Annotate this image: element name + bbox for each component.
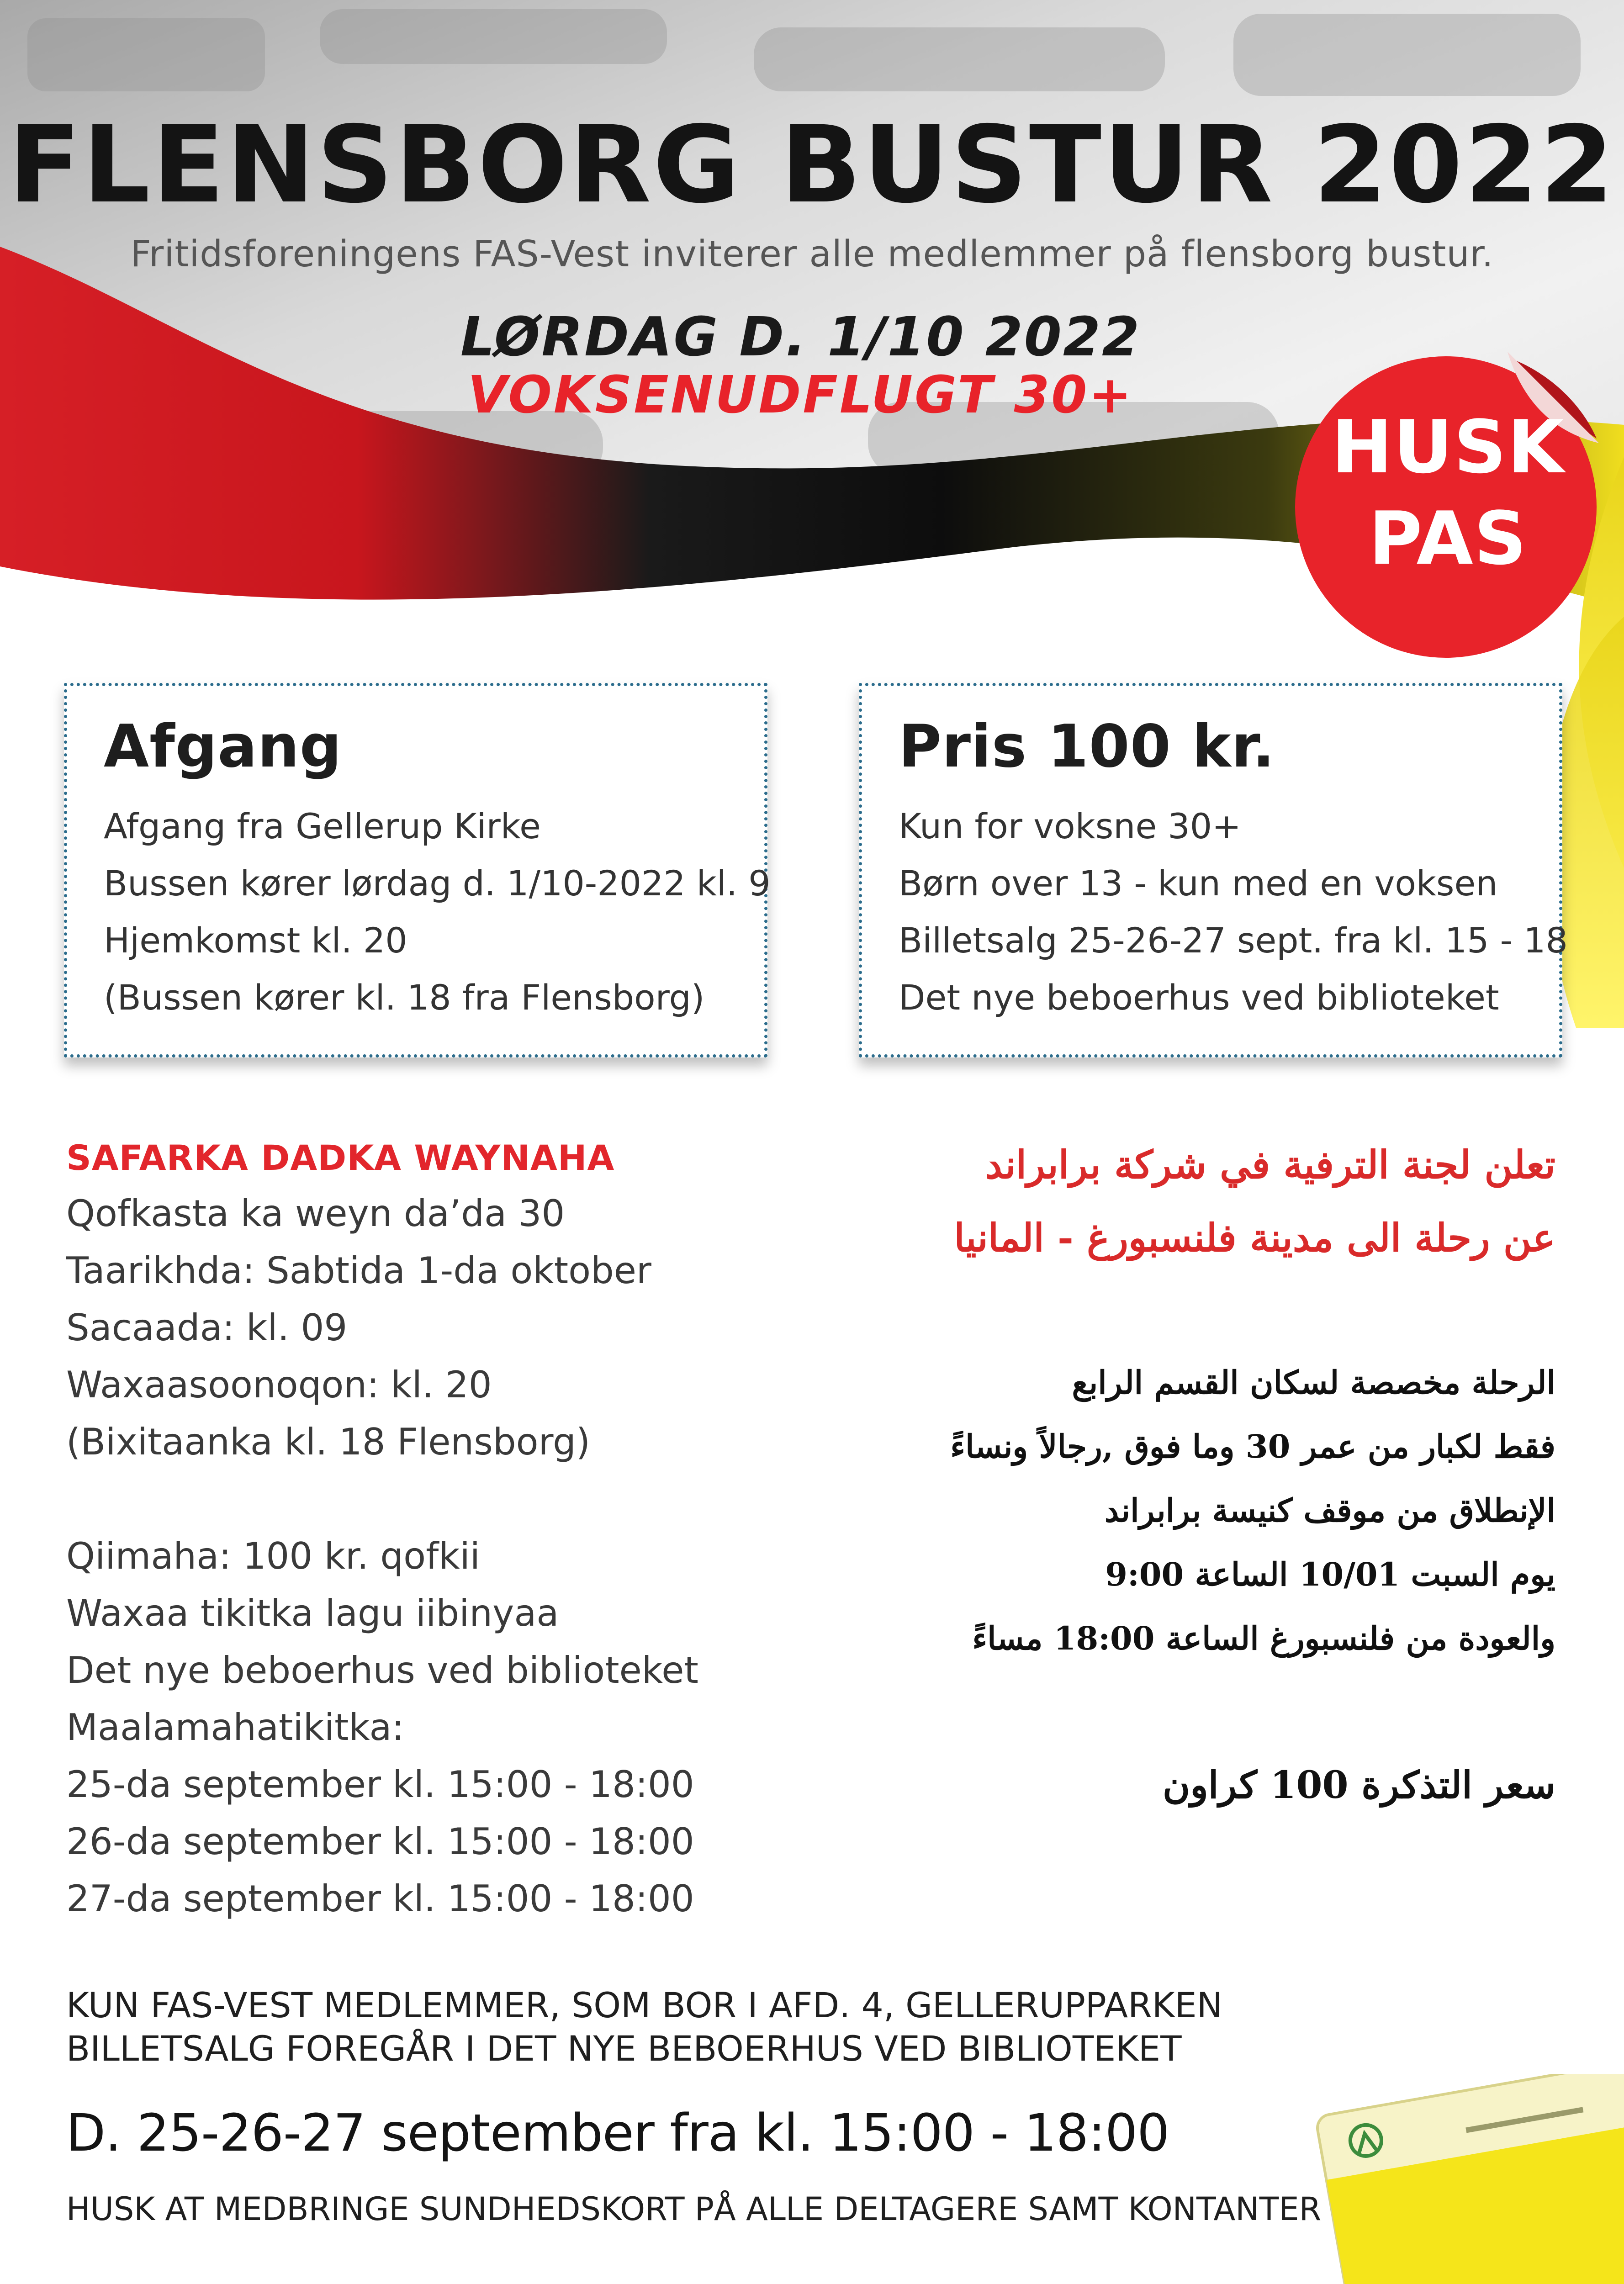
price-card [859,683,1568,1057]
somali-line: (Bixitaanka kl. 18 Flensborg) [66,1421,591,1463]
price-heading: Pris 100 kr. [899,713,1275,781]
footer-sale-dates: D. 25-26-27 september fra kl. 15:00 - 18:00 [66,2104,1169,2163]
departure-line: (Bussen kører kl. 18 fra Flensborg) [104,977,705,1018]
somali-line: Waxaa tikitka lagu iibinyaa [66,1592,559,1634]
departure-heading: Afgang [104,713,342,781]
somali-line: Taarikhda: Sabtida 1-da oktober [66,1249,651,1292]
arabic-detail-line: الإنطلاق من موقف كنيسة برابراند [1104,1491,1555,1529]
somali-line: Maalamahatikitka: [66,1706,404,1749]
departure-line: Hjemkomst kl. 20 [104,920,407,961]
badge-line-pas: PAS [1369,496,1528,581]
footer-reminder: HUSK AT MEDBRINGE SUNDHEDSKORT PÅ ALLE DELTAGERE SAMT KONTANTER [66,2190,1322,2228]
somali-line: 27-da september kl. 15:00 - 18:00 [66,1877,694,1920]
arabic-intro-line: عن رحلة الى مدينة فلنسبورغ - المانيا [954,1215,1555,1260]
somali-line: Det nye beboerhus ved biblioteket [66,1649,698,1692]
arabic-detail-line: فقط لكبار من عمر 30 وما فوق ,رجالاً ونساءً [950,1428,1555,1465]
departure-line: Bussen kører lørdag d. 1/10-2022 kl. 9 [104,863,771,904]
somali-line: 25-da september kl. 15:00 - 18:00 [66,1763,694,1806]
arabic-detail-line: الرحلة مخصصة لسكان القسم الرابع [1072,1364,1555,1401]
price-line: Kun for voksne 30+ [899,806,1241,846]
price-line: Børn over 13 - kun med en voksen [899,863,1498,904]
departure-line: Afgang fra Gellerup Kirke [104,806,541,846]
somali-line: Sacaada: kl. 09 [66,1306,348,1349]
somali-line: Qofkasta ka weyn da’da 30 [66,1192,565,1235]
arabic-detail-line: يوم السبت 10/01 الساعة 9:00 [1105,1555,1555,1593]
badge-line-husk: HUSK [1331,404,1565,490]
price-line: Det nye beboerhus ved biblioteket [899,977,1499,1018]
arabic-detail-line: والعودة من فلنسبورغ الساعة 18:00 مساءً [972,1619,1555,1657]
event-tagline: VOKSENUDFLUGT 30+ [467,365,1134,425]
health-card-image [1307,2074,1624,2284]
price-line: Billetsalg 25-26-27 sept. fra kl. 15 - 18 [899,920,1568,961]
footer-ticket-note: BILLETSALG FOREGÅR I DET NYE BEBOERHUS VED BIBLIOTEKET [66,2028,1182,2069]
arabic-price: سعر التذكرة 100 كراون [1162,1763,1555,1807]
somali-line: Waxaasoonoqon: kl. 20 [66,1364,492,1406]
somali-line: Qiimaha: 100 kr. qofkii [66,1535,481,1577]
departure-card [64,683,771,1057]
page-title: FLENSBORG BUSTUR 2022 [8,103,1616,227]
page-subtitle: Fritidsforeningens FAS-Vest inviterer alle medlemmer på flensborg bustur. [130,233,1494,275]
arabic-intro-line: تعلن لجنة الترفية في شركة برابراند [985,1142,1555,1187]
somali-line: 26-da september kl. 15:00 - 18:00 [66,1820,694,1863]
footer-members-note: KUN FAS-VEST MEDLEMMER, SOM BOR I AFD. 4, GELLERUPPARKEN [66,1985,1223,2025]
event-date: LØRDAG D. 1/10 2022 [460,305,1141,368]
somali-heading: SAFARKA DADKA WAYNAHA [66,1137,615,1178]
